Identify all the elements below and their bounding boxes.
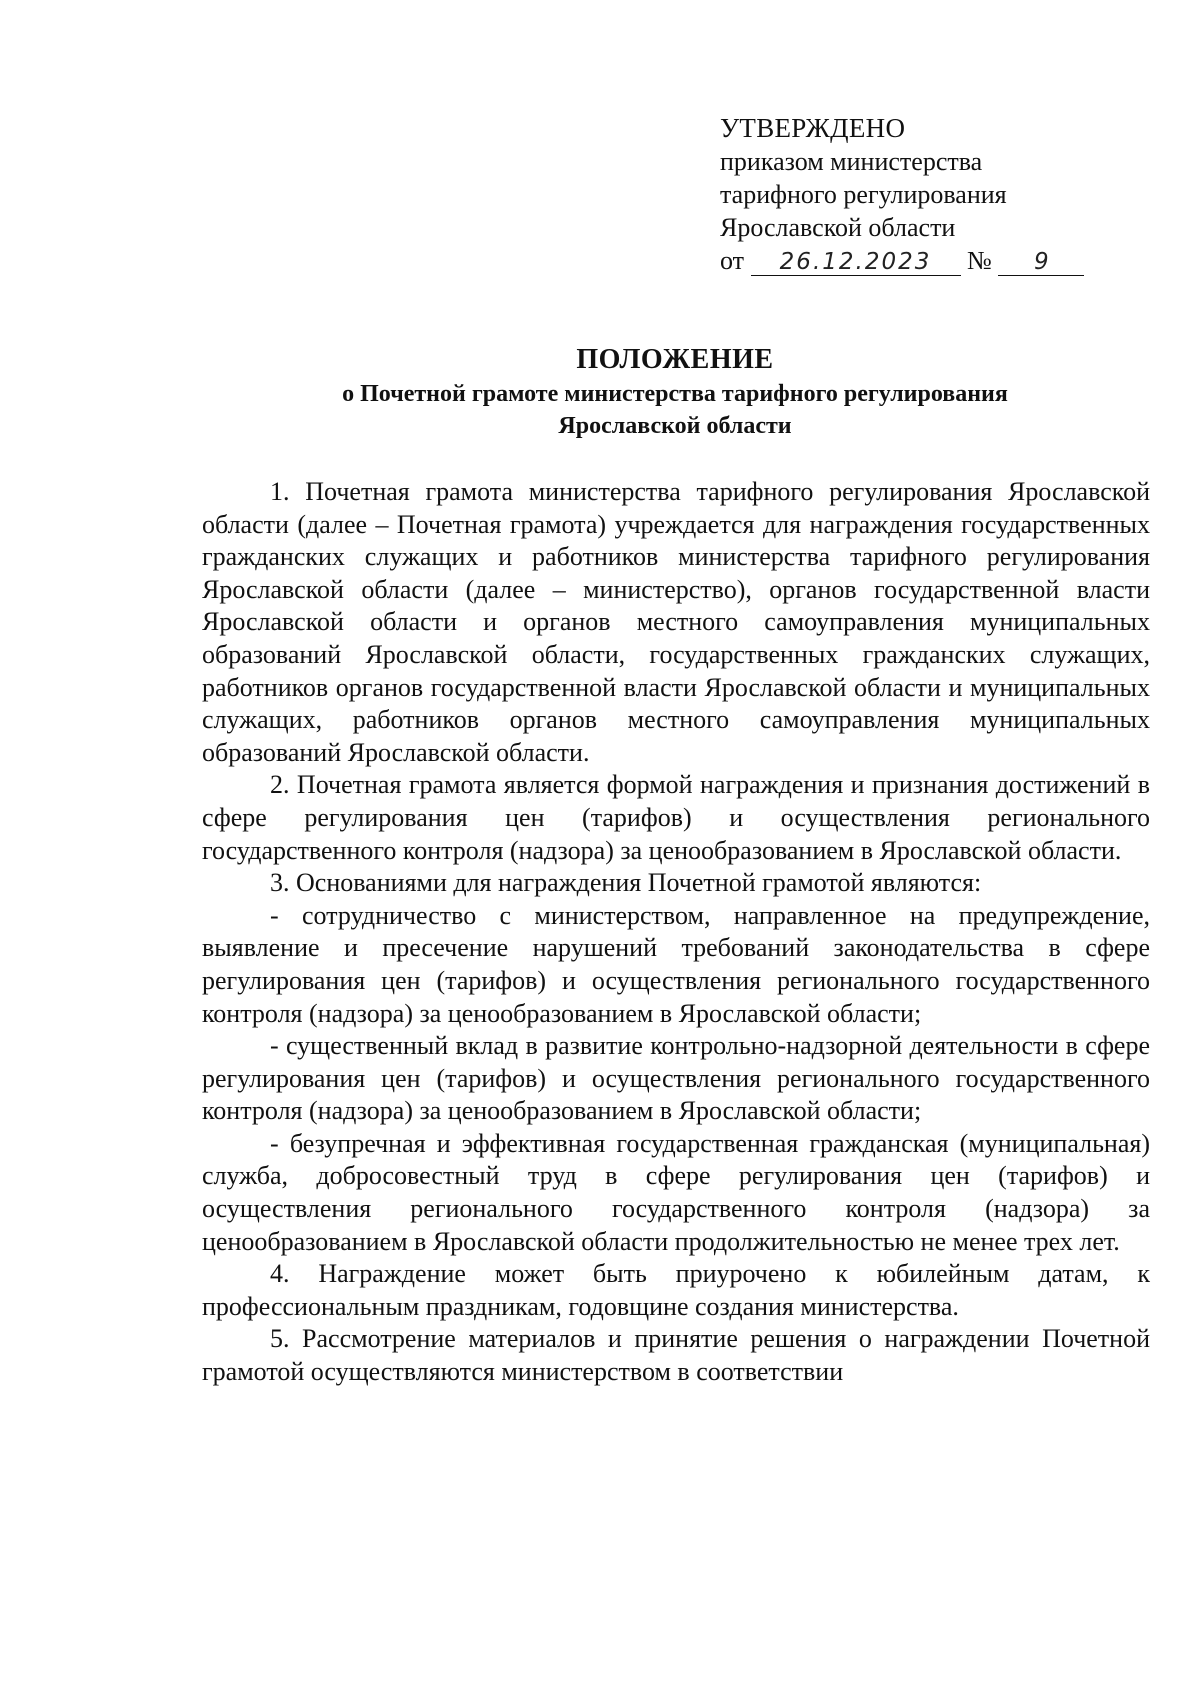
number-prefix: №	[967, 246, 992, 275]
paragraph-3-item-3: - безупречная и эффективная государственная гражданская (муниципальная) служба, добросовестный труд в сфере регулирования цен (тарифов) и осуществления регионального государственного контроля (надзора) за ценообразованием в Ярославской области продолжительностью не менее трех лет.	[202, 1128, 1150, 1256]
document-title	[200, 342, 1150, 442]
paragraph-2: 2. Почетная грамота является формой награждения и признания достижений в сфере регулирования цен (тарифов) и осуществления регионального государственного контроля (надзора) за ценообразованием в Ярославской области.	[202, 770, 1150, 865]
title-main: ПОЛОЖЕНИЕ	[576, 344, 774, 375]
paragraph-3-item-2: - существенный вклад в развитие контрольно-надзорной деятельности в сфере регулирования цен (тарифов) и осуществления регионального государственного контроля (надзора) за ценообразованием в Ярославской области;	[202, 1031, 1150, 1126]
approval-line-1: приказом министерства	[720, 147, 983, 176]
title-sub-2: Ярославской области	[558, 413, 792, 439]
paragraph-4: 4. Награждение может быть приурочено к юбилейным датам, к профессиональным праздникам, годовщине создания министерства.	[202, 1259, 1150, 1321]
handwritten-date: 26.12.2023	[751, 249, 961, 276]
approval-heading: УТВЕРЖДЕНО	[720, 113, 906, 143]
paragraph-3-item-1: - сотрудничество с министерством, направленное на предупреждение, выявление и пресечение нарушений требований законодательства в сфере регулирования цен (тарифов) и осуществления регионального государственного контроля (надзора) за ценообразованием в Ярославской области;	[202, 900, 1150, 1028]
paragraph-5: 5. Рассмотрение материалов и принятие решения о награждении Почетной грамотой осуществляются министерством в соответствии	[202, 1324, 1150, 1387]
approval-stamp	[720, 112, 1100, 277]
handwritten-number: 9	[998, 249, 1084, 276]
approval-date-line	[720, 244, 1100, 277]
approval-line-2: тарифного регулирования	[720, 180, 1007, 209]
approval-line-3: Ярославской области	[720, 213, 956, 242]
title-sub-1: о Почетной грамоте министерства тарифного регулирования	[342, 381, 1008, 407]
paragraph-1: 1. Почетная грамота министерства тарифного регулирования Ярославской области (далее – Почетная грамота) учреждается для награждения государственных гражданских служащих и работников министерства тарифного регулирования Ярославской области (далее – министерство), органов государственной власти Ярославской области и органов местного самоуправления муниципальных образований Ярославской области, государственных гражданских служащих, работников органов государственной власти Ярославской области и муниципальных служащих, работников органов местного самоуправления муниципальных образований Ярославской области.	[202, 477, 1150, 767]
document-body	[202, 476, 1150, 1389]
date-prefix: от	[720, 246, 745, 275]
paragraph-3: 3. Основаниями для награждения Почетной грамотой являются:	[270, 868, 982, 898]
